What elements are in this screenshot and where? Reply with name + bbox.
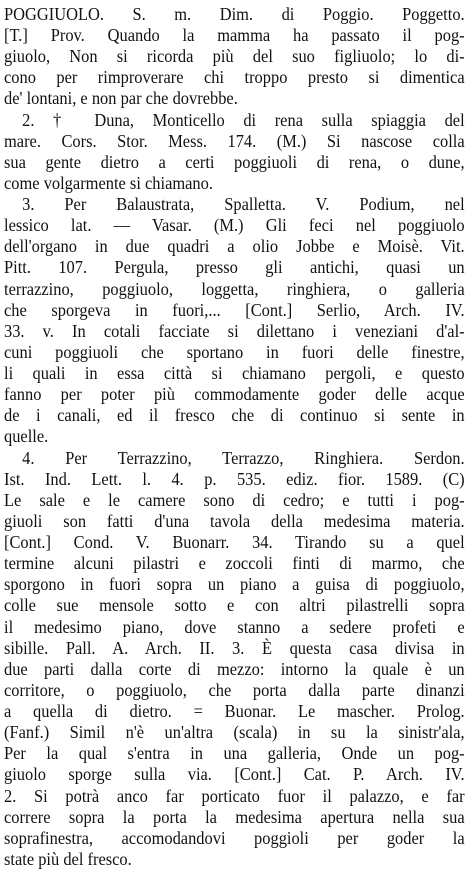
text-line: il medesimo piano, dove stanno a sedere profeti e (4, 616, 465, 637)
text-line: 2. Si potrà anco far porticato fuor il palazzo, e far (4, 785, 465, 806)
text-line: Le sale e le camere sono di cedro; e tutti i pog- (4, 489, 465, 510)
text-line: (Fanf.) Simil n'è un'altra (scala) in su la sinistr'ala, (4, 722, 465, 743)
text-line: fanno per poter più commodamente goder delle acque (4, 384, 465, 405)
text-line: sporgono in fuori sopra un piano a guisa di poggiuolo, (4, 574, 465, 595)
text-line: giuoli son fatti d'una tavola della medesima materia. (4, 510, 465, 531)
text-line: come volgarmente si chiamano. (4, 172, 213, 193)
text-line: termine alcuni pilastri e zoccoli finti di marmo, che (4, 553, 465, 574)
text-line: soprafinestra, accomodandovi poggioli per goder la (4, 827, 465, 848)
text-line: quelle. (4, 426, 49, 447)
sense-4-start: 4. Per Terrazzino, Terrazzo, Ringhiera. Serdon. (22, 447, 465, 468)
text-line: giuolo sporge sulla via. [Cont.] Cat. P. Arch. IV. (4, 764, 465, 785)
sense-3-start: 3. Per Balaustrata, Spalletta. V. Podium, nel (22, 194, 465, 215)
text-line: 33. v. In cotali facciate si dilettano i veneziani d'al- (4, 320, 465, 341)
text-line: a quella di dietro. = Buonar. Le mascher. Prolog. (4, 701, 465, 722)
text-line: [T.] Prov. Quando la mamma ha passato il pog- (4, 25, 465, 46)
text-line: state più del fresco. (4, 848, 132, 869)
text-line: correre sopra la porta la medesima apertura nella sua (4, 806, 465, 827)
text-line: giuolo, Non si ricorda più del suo figliuolo; lo di- (4, 46, 465, 67)
text-line: Pitt. 107. Pergula, presso gli antichi, quasi un (4, 257, 465, 278)
text-line: terrazzino, poggiuolo, loggetta, ringhiera, o galleria (4, 278, 465, 299)
text-line: lessico lat. — Vasar. (M.) Gli feci nel poggiuolo (4, 215, 465, 236)
text-line: de' lontani, e non par che dovrebbe. (4, 88, 238, 109)
text-line: sibille. Pall. A. Arch. II. 3. È questa casa divisa in (4, 637, 465, 658)
text-line: mare. Cors. Stor. Mess. 174. (M.) Si nascose colla (4, 130, 465, 151)
text-line: corritore, o poggiuolo, che porta dalla parte dinanzi (4, 679, 465, 700)
text-line: che sporgeva in fuori,... [Cont.] Serlio, Arch. IV. (4, 299, 465, 320)
entry-headline: POGGIUOLO. S. m. Dim. di Poggio. Poggetto. (4, 4, 465, 24)
text-line: Ist. Ind. Lett. l. 4. p. 535. ediz. fior. 1589. (C) (4, 468, 465, 489)
text-line: [Cont.] Cond. V. Buonarr. 34. Tirando su a quel (4, 532, 465, 553)
text-line: sua gente dietro a certi poggiuoli di rena, o dune, (4, 151, 465, 172)
text-line: de i canali, ed il fresco che di continuo si sente in (4, 405, 465, 426)
text-line: Per la qual s'entra in una galleria, Onde un pog- (4, 743, 465, 764)
sense-2-start: 2. † Duna, Monticello di rena sulla spiaggia del (22, 109, 465, 130)
text-line: colle sue mensole sotto e con altri pilastrelli sopra (4, 595, 465, 616)
text-line: cuni poggiuoli che sportano in fuori delle finestre, (4, 341, 465, 362)
dictionary-entry (4, 4, 465, 870)
text-line: li quali in essa città si chiamano pergoli, e questo (4, 363, 465, 384)
text-line: cono per rimproverare chi troppo presto si dimentica (4, 67, 465, 88)
text-line: due parti dalla corte di mezzo: intorno la quale è un (4, 658, 465, 679)
text-line: dell'organo in due quadri a olio Jobbe e Moisè. Vit. (4, 236, 465, 257)
